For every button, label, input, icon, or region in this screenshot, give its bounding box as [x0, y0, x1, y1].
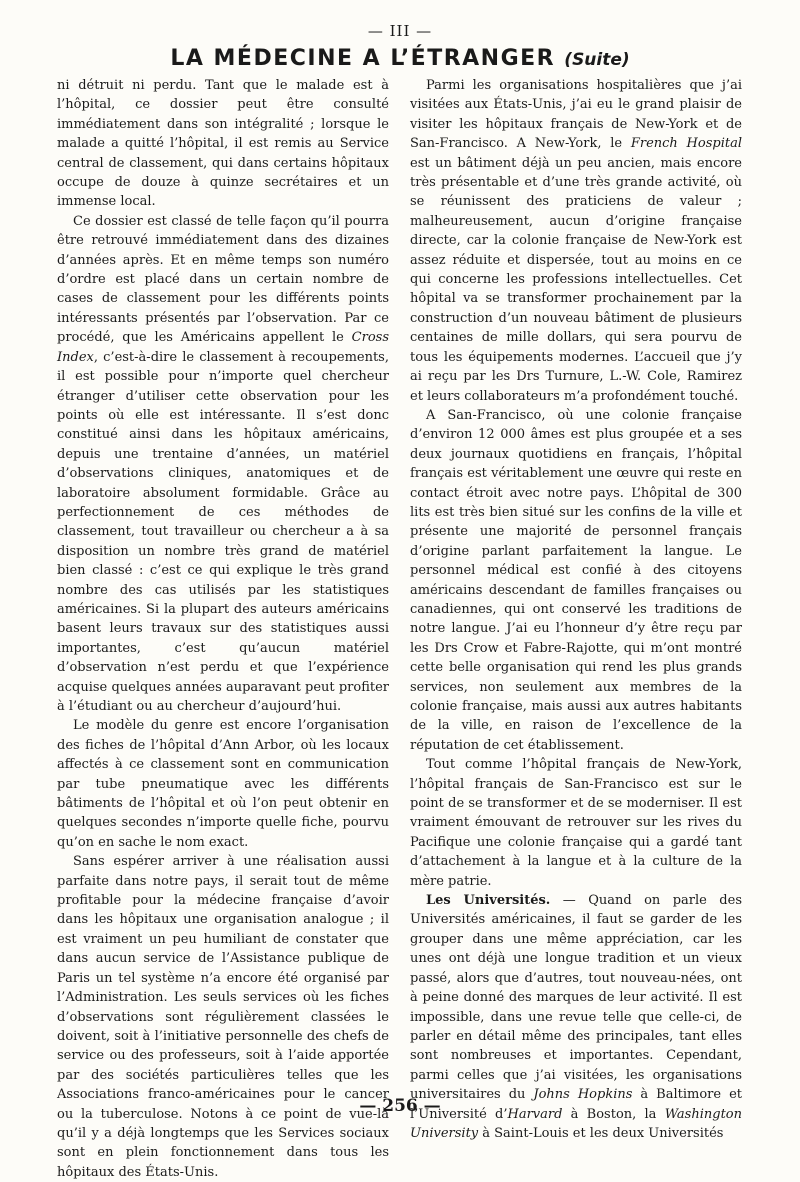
text-run: à Saint-Louis et les deux Universités: [478, 1125, 724, 1141]
text-run: à Boston, la: [562, 1106, 665, 1122]
paragraph: Sans espérer arriver à une réalisation aussi parfaite dans notre pays, il serait tout de même profitable pour la médecine française d’avoir dans les hôpitaux une organisation analogue ; il est vraiment un peu humiliant de constater que dans aucun service de l’Assistance publique de Paris un tel système n’a encore été organisé par l’Administration. Les seuls services où les fiches d’observations sont régulièrement classées le doivent, soit à l’initiative personnelle des chefs de service ou des professeurs, soit à l’aide apportée par des sociétés particulières telles que les Associations franco-américaines pour le cancer ou la tuberculose. Notons à ce point de vue-là qu’il y a déjà longtemps que les Services sociaux sont en plein fonctionnement dans tous les hôpitaux des États-Unis.: [57, 854, 389, 1180]
text-run: — Quand on parle des Universités américaines, il faut se garder de les grouper dans une même appréciation, car les unes ont déjà une longue tradition et un vieux passé, alors que d’autres, tout nouveau-nées, ont à peine donné des marques de leur activité. Il est impossible, dans une revue telle que celle-ci, de parler en détail même des principales, tant elles sont nombreuses et importantes. Cependant, parmi celles que j’ai visitées, les organisations universitaires du: [410, 893, 742, 1103]
right-column: [410, 76, 742, 1141]
page-title: [0, 46, 800, 71]
left-column: [57, 76, 389, 1180]
title-main: LA MÉDECINE A L’ÉTRANGER: [170, 46, 556, 71]
title-suite: (Suite): [564, 50, 630, 70]
paragraph: [410, 76, 742, 406]
emphasis-washington-university: Washington University: [410, 1106, 742, 1141]
paragraph: ni détruit ni perdu. Tant que le malade est à l’hôpital, ce dossier peut être consulté immédiatement dans son intégralité ; lorsque le malade a quitté l’hôpital, il est remis au Service central de classement, qui dans certains hôpitaux occupe de douze à quinze secrétaires et un immense local.: [57, 78, 389, 210]
paragraph: Le modèle du genre est encore l’organisation des fiches de l’hôpital d’Ann Arbor, où les locaux affectés à ce classement sont en communication par tube pneumatique avec les différents bâtiments de l’hôpital et où l’on peut obtenir en quelques secondes n’importe quelle fiche, pourvu qu’on en sache le nom exact.: [57, 718, 389, 850]
emphasis-french-hospital: French Hospital: [630, 136, 742, 152]
page-number: — 256 —: [359, 1096, 441, 1116]
emphasis-harvard: Harvard: [507, 1106, 563, 1122]
emphasis-cross-index: Cross Index: [57, 330, 389, 365]
emphasis-johns-hopkins: Johns Hopkins: [533, 1087, 633, 1103]
running-page-number: — III —: [367, 22, 433, 40]
text-run: à Baltimore et l’Université d’: [410, 1087, 742, 1122]
text-run: , c’est-à-dire le classement à recoupements, il est possible pour n’importe quel chercheur étranger d’utiliser cette observation pour les points où elle est intéressante. Il s’est donc constitué ainsi dans les hôpitaux américains, depuis une trentaine d’années, un matériel d’observations cliniques, anatomiques et de laboratoire absolument formidable. Grâce au perfectionnement de ces méthodes de classement, tout travailleur ou chercheur a à sa disposition un nombre très grand de matériel bien classé : c’est ce qui explique le très grand nombre des cas utilisés par les statistiques américaines. Si la plupart des auteurs américains basent leurs travaux sur des statistiques aussi importantes, c’est qu’aucun matériel d’observation n’est perdu et que l’expérience acquise quelques années auparavant peut profiter à l’étudiant ou au chercheur d’aujourd’hui.: [57, 349, 389, 714]
text-run: est un bâtiment déjà un peu ancien, mais encore très présentable et d’une très grande activité, où se réunissent des praticiens de valeur ; malheureusement, aucun d’origine française directe, car la colonie française de New-York est assez réduite et dispersée, tout au moins en ce qui concerne les professions intellectuelles. Cet hôpital va se transformer prochainement par la construction d’un nouveau bâtiment de plusieurs centaines de mille dollars, qui sera pourvu de tous les équipements modernes. L’accueil que j’y ai reçu par les Drs Turnure, L.-W. Cole, Ramirez et leurs collaborateurs m’a profondément touché.: [410, 155, 742, 404]
paragraph: A San-Francisco, où une colonie française d’environ 12 000 âmes est plus groupée et a ses deux journaux quotidiens en français, l’hôpital français est véritablement une œuvre qui reste en contact étroit avec notre pays. L’hôpital de 300 lits est très bien situé sur les confins de la ville et présente une majorité de personnel français d’origine parlant parfaitement la langue. Le personnel médical est confié à des citoyens américains descendant de familles françaises ou canadiennes, qui ont conservé les traditions de notre langue. J’ai eu l’honneur d’y être reçu par les Drs Crow et Fabre-Rajotte, qui m’ont montré cette belle organisation qui rend les plus grands services, non seulement aux membres de la colonie française, mais aussi aux autres habitants de la ville, en raison de l’excellence de la réputation de cet établissement.: [410, 407, 742, 753]
paragraph: Tout comme l’hôpital français de New-York, l’hôpital français de San-Francisco est sur le point de se transformer et de se moderniser. Il est vraiment émouvant de retrouver sur les rives du Pacifique une colonie française qui a gardé tant d’attachement à la langue et à la culture de la mère patrie.: [410, 757, 742, 889]
section-heading-universites: Les Universités.: [426, 893, 551, 909]
paragraph: [57, 212, 389, 717]
text-run: Ce dossier est classé de telle façon qu’il pourra être retrouvé immédiatement dans des dizaines d’années après. Et en même temps son numéro d’ordre est placé dans un certain nombre de cases de classement pour les différents points intéressants présentés par l’observation. Par ce procédé, que les Américains appellent le: [57, 213, 389, 346]
text-run: Parmi les organisations hospitalières que j’ai visitées aux États-Unis, j’ai eu le grand plaisir de visiter les hôpitaux français de New-York et de San-Francisco. A New-York, le: [410, 78, 742, 152]
